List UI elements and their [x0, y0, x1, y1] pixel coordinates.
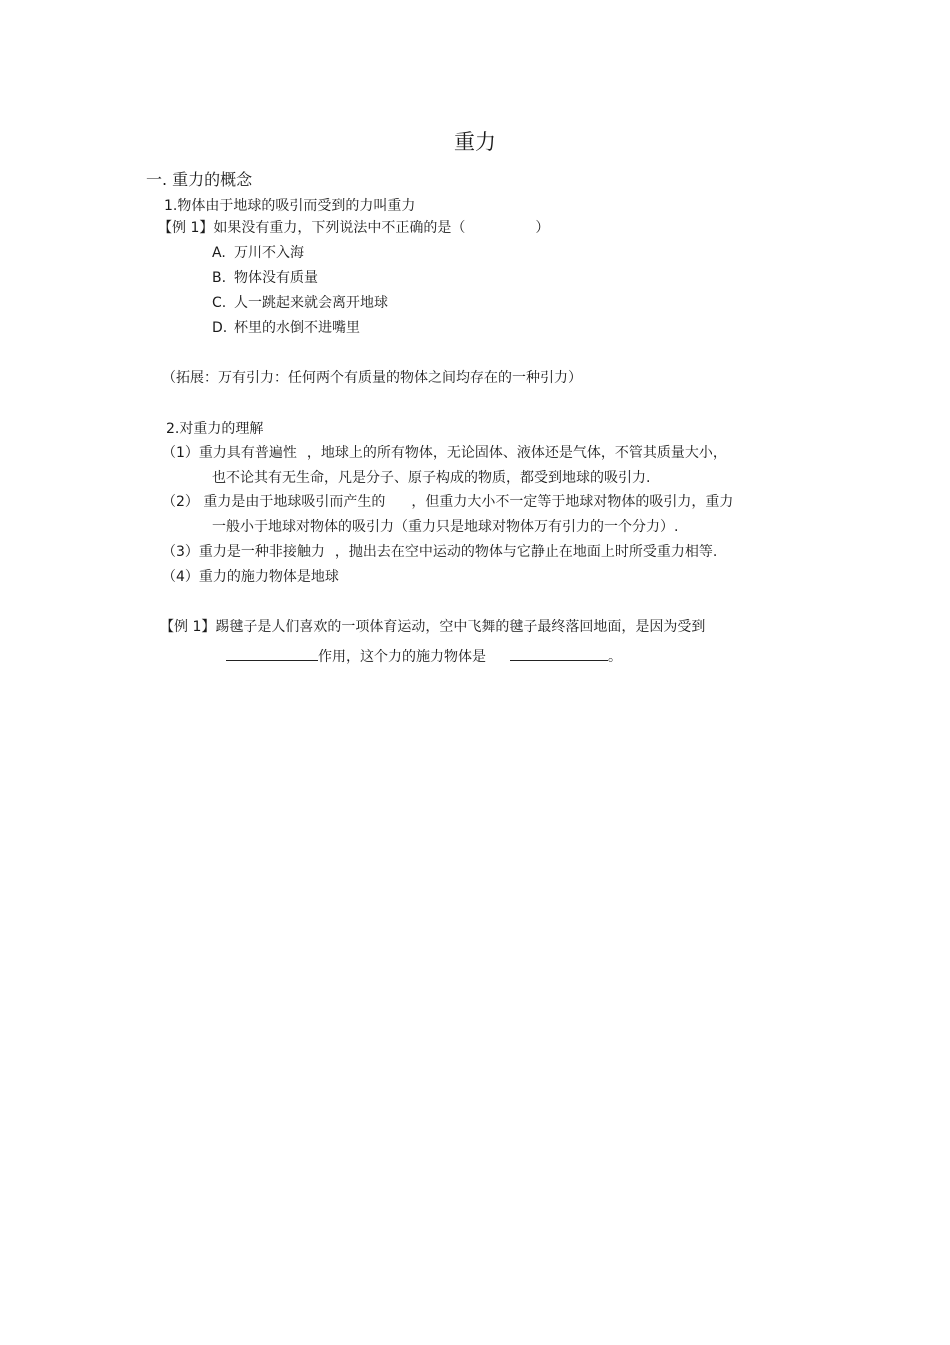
option-c: [212, 294, 388, 312]
option-letter: A.: [212, 245, 226, 261]
item-1-text: ，地球上的所有物体，无论固体、液体还是气体，不管其质量大小，: [306, 445, 727, 461]
item-2-line-1: [162, 493, 733, 511]
item-1-key-phrase: （1）重力具有普遍性: [162, 445, 297, 461]
option-a: [212, 244, 304, 262]
example-2-line-1: 【例 1】踢毽子是人们喜欢的一项体育运动，空中飞舞的毽子最终落回地面，是因为受到: [160, 619, 706, 635]
example-2-line-2: [226, 646, 622, 666]
option-text: 万川不入海: [234, 245, 304, 261]
item-2-text: ，但重力大小不一定等于地球对物体的吸引力，重力: [411, 494, 734, 510]
item-1-line-1: [162, 444, 727, 462]
option-d: [212, 319, 360, 337]
option-letter: B.: [212, 270, 227, 286]
answer-blank[interactable]: [226, 646, 318, 661]
item-3-text: ，抛出去在空中运动的物体与它静止在地面上时所受重力相等.: [334, 544, 718, 560]
understanding-point: 2.对重力的理解: [166, 421, 264, 437]
option-letter: C.: [212, 295, 227, 311]
example-question-close: ）: [535, 220, 550, 236]
extension-note: （拓展：万有引力：任何两个有质量的物体之间均存在的一种引力）: [162, 370, 582, 386]
answer-blank[interactable]: [510, 646, 608, 661]
item-2-line-2: 一般小于地球对物体的吸引力（重力只是地球对物体万有引力的一个分力）.: [212, 519, 679, 535]
option-b: [212, 269, 318, 287]
section-heading: 一. 重力的概念: [146, 170, 253, 189]
example-2-end-text: 。: [608, 649, 622, 665]
option-letter: D.: [212, 320, 228, 336]
definition-point: 1.物体由于地球的吸引而受到的力叫重力: [164, 198, 416, 214]
option-text: 物体没有质量: [234, 270, 318, 286]
item-3: [162, 543, 717, 561]
example-2-mid-text: 作用，这个力的施力物体是: [318, 649, 486, 665]
option-text: 杯里的水倒不进嘴里: [234, 320, 360, 336]
item-2-key-phrase: （2） 重力是由于地球吸引而产生的: [162, 494, 386, 510]
example-question-stem: 【例 1】如果没有重力，下列说法中不正确的是（: [158, 220, 466, 236]
item-3-key-phrase: （3）重力是一种非接触力: [162, 544, 325, 560]
option-text: 人一跳起来就会离开地球: [234, 295, 388, 311]
example-question: [158, 219, 549, 237]
item-1-line-2: 也不论其有无生命，凡是分子、原子构成的物质，都受到地球的吸引力.: [212, 470, 651, 486]
page-title: 重力: [454, 130, 496, 154]
item-4: （4）重力的施力物体是地球: [162, 569, 339, 585]
